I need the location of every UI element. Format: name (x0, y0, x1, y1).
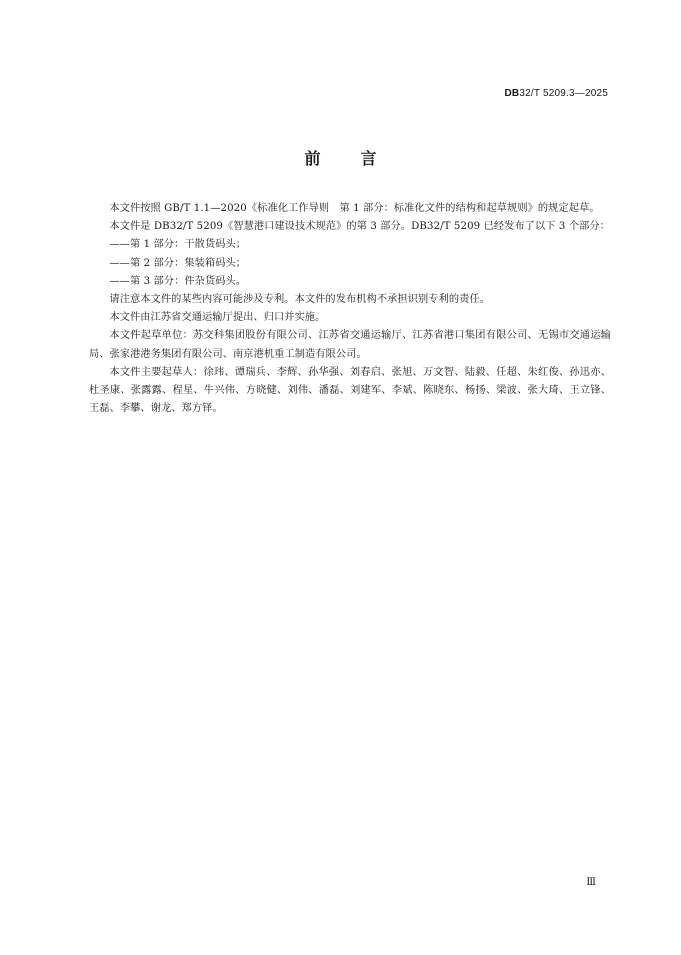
paragraph-series-info: 本文件是 DB32/T 5209《智慧港口建设技术规范》的第 3 部分。DB32/T 5209 已经发布了以下 3 个部分： (109, 221, 610, 233)
paragraph-drafters: 本文件主要起草人：徐玮、谭瑞兵、李辉、孙华强、刘春启、张旭、万文智、陆毅、任超、朱红俊、孙迅亦、杜圣康、张露露、程星、牛兴伟、方晓健、刘伟、潘磊、刘建军、李斌、陈晓东、杨扬、梁波、张大琦、王立锋、王磊、李攀、谢龙、郑方铎。 (89, 366, 611, 415)
paragraph-drafting-units: 本文件起草单位：苏交科集团股份有限公司、江苏省交通运输厅、江苏省港口集团有限公司、无锡市交通运输局、张家港港务集团有限公司、南京港机重工制造有限公司。 (89, 330, 611, 360)
document-code (505, 88, 608, 99)
list-item-part-1: ——第 1 部分：干散货码头； (109, 239, 247, 251)
page-number: Ⅲ (586, 877, 596, 888)
paragraph-proposer: 本文件由江苏省交通运输厅提出、归口并实施。 (109, 312, 326, 324)
list-item-part-3: ——第 3 部分：件杂货码头。 (109, 275, 247, 287)
list-item-part-2: ——第 2 部分：集装箱码头； (109, 257, 247, 269)
paragraph-patent-notice: 请注意本文件的某些内容可能涉及专利。本文件的发布机构不承担识别专利的责任。 (109, 294, 491, 306)
paragraph-drafting-rules: 本文件按照 GB/T 1.1—2020《标准化工作导则 第 1 部分：标准化文件的结构和起草规则》的规定起草。 (109, 203, 600, 214)
foreword-body (89, 200, 611, 418)
page-title-char-2: 言 (360, 149, 377, 168)
page-title (0, 146, 681, 169)
document-code-number: 32/T 5209.3—2025 (519, 88, 608, 99)
document-code-prefix: DB (504, 88, 520, 99)
page-title-char-1: 前 (304, 149, 321, 168)
